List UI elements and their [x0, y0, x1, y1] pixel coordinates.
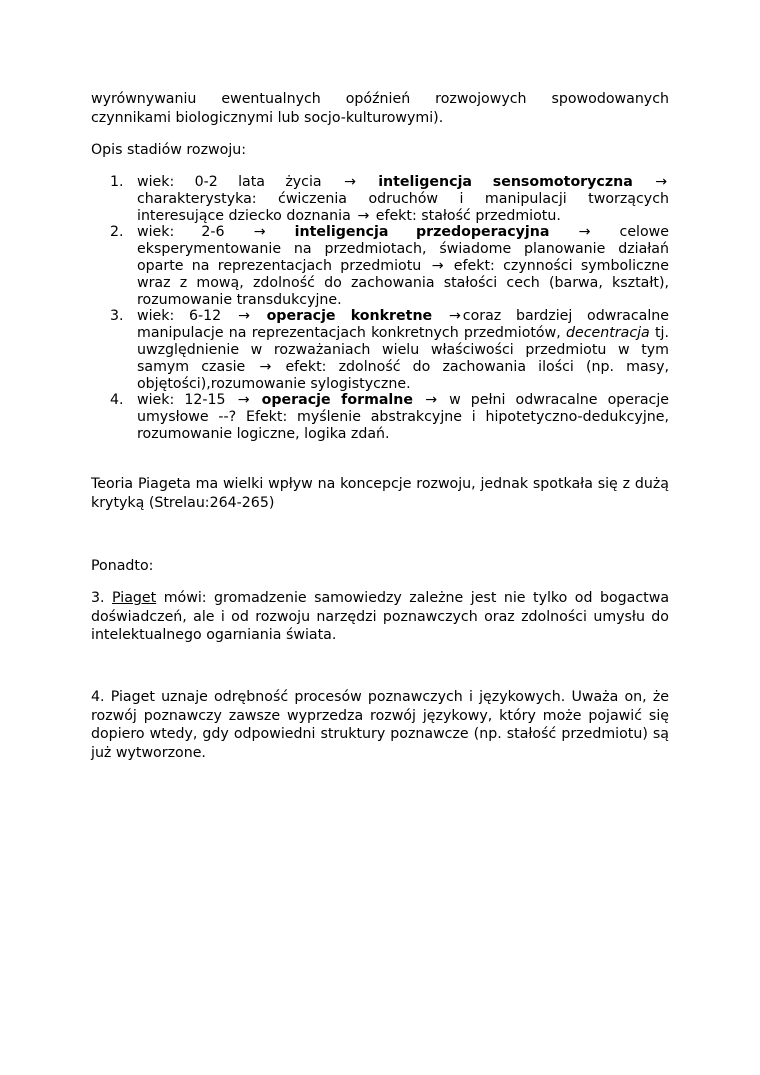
stage-description: w pełni odwracalne operacje umysłowe --? Efekt: myślenie abstrakcyjne i hipotetyczno-dedukcyjne, rozumowanie logiczne, logika zdań.: [137, 392, 670, 442]
stage-item-1: [91, 174, 669, 224]
arrow-icon: →: [431, 257, 444, 274]
stage-effect: efekt: stałość przedmiotu.: [375, 207, 561, 224]
stage-name: operacje konkretne: [266, 308, 433, 325]
theory-paragraph: [91, 475, 669, 512]
point-4-text: 4. Piaget uznaje odrębność procesów poznawczych i językowych. Uważa on, że rozwój poznawczy zawsze wyprzedza rozwój językowy, który może pojawić się dopiero wtedy, gdy odpowiedni struktury poznawcze (np. stałość przedmiotu) są już wytworzone.: [91, 689, 669, 761]
stage-description: charakterystyka: ćwiczenia odruchów i manipulacji tworzących interesujące dziecko doznania: [137, 190, 669, 224]
arrow-icon: →: [343, 174, 356, 190]
arrow-icon: →: [357, 207, 370, 224]
stage-number: 4.: [110, 392, 124, 409]
stage-description: celowe eksperymentowanie na przedmiotach, świadome planowanie działań oparte na reprezentacjach przedmiotu: [137, 224, 669, 274]
point-4-paragraph: [91, 688, 669, 762]
arrow-icon: →: [448, 308, 461, 325]
arrow-icon: →: [237, 308, 250, 325]
stage-age: wiek: 12-15: [137, 392, 226, 409]
stages-list: [91, 174, 669, 443]
stage-item-3: [91, 308, 669, 392]
point-3-paragraph: [91, 589, 669, 645]
point-3-number: 3.: [91, 590, 105, 606]
intro-text: wyrównywaniu ewentualnych opóźnień rozwojowych spowodowanych czynnikami biologicznymi lub socjo-kulturowymi).: [91, 91, 669, 126]
stage-number: 2.: [110, 224, 124, 241]
stage-age: wiek: 0-2 lata życia: [137, 174, 322, 190]
arrow-icon: →: [425, 392, 437, 409]
stage-description-cont: tj. uwzględnienie w rozważaniach wielu właściwości przedmiotu w tym samym czasie: [137, 325, 669, 375]
stage-number: 3.: [110, 308, 124, 325]
stage-age: wiek: 6-12: [137, 308, 222, 325]
stage-name: inteligencja sensomotoryczna: [378, 174, 633, 190]
point-3-text: mówi: gromadzenie samowiedzy zależne jest nie tylko od bogactwa doświadczeń, ale i od rozwoju narzędzi poznawczych oraz zdolności umysłu do intelektualnego ogarniania świata.: [91, 590, 670, 643]
arrow-icon: →: [578, 224, 591, 241]
stages-heading: [91, 141, 669, 160]
stage-item-2: [91, 224, 669, 308]
stage-item-4: [91, 392, 669, 442]
moreover-text: Ponadto:: [91, 558, 154, 574]
stage-italic-term: decentracja: [565, 325, 650, 342]
stage-age: wiek: 2-6: [137, 224, 225, 241]
stages-heading-text: Opis stadiów rozwoju:: [91, 142, 247, 158]
arrow-icon: →: [237, 392, 250, 409]
theory-text: Teoria Piageta ma wielki wpływ na koncepcje rozwoju, jednak spotkała się z dużą krytyką (Strelau:264-265): [91, 476, 669, 511]
stage-effect: efekt: zdolność do zachowania ilości (np. masy, objętości),rozumowanie sylogistyczne.: [137, 358, 669, 392]
stage-name: operacje formalne: [261, 392, 414, 409]
moreover-label: [91, 557, 669, 576]
stage-description: coraz bardziej odwracalne manipulacje na reprezentacjach konkretnych przedmiotów,: [137, 308, 670, 342]
arrow-icon: →: [253, 224, 266, 241]
stage-effect: efekt: czynności symboliczne wraz z mową, zdolność do zachowania stałości cech (barwa, kształt), rozumowanie transdukcyjne.: [137, 257, 669, 308]
arrow-icon: →: [259, 358, 272, 375]
arrow-icon: →: [655, 174, 668, 190]
stage-name: inteligencja przedoperacyjna: [294, 224, 550, 241]
intro-paragraph-end: [91, 90, 669, 127]
piaget-name: Piaget: [112, 590, 157, 606]
stage-number: 1.: [110, 174, 124, 190]
